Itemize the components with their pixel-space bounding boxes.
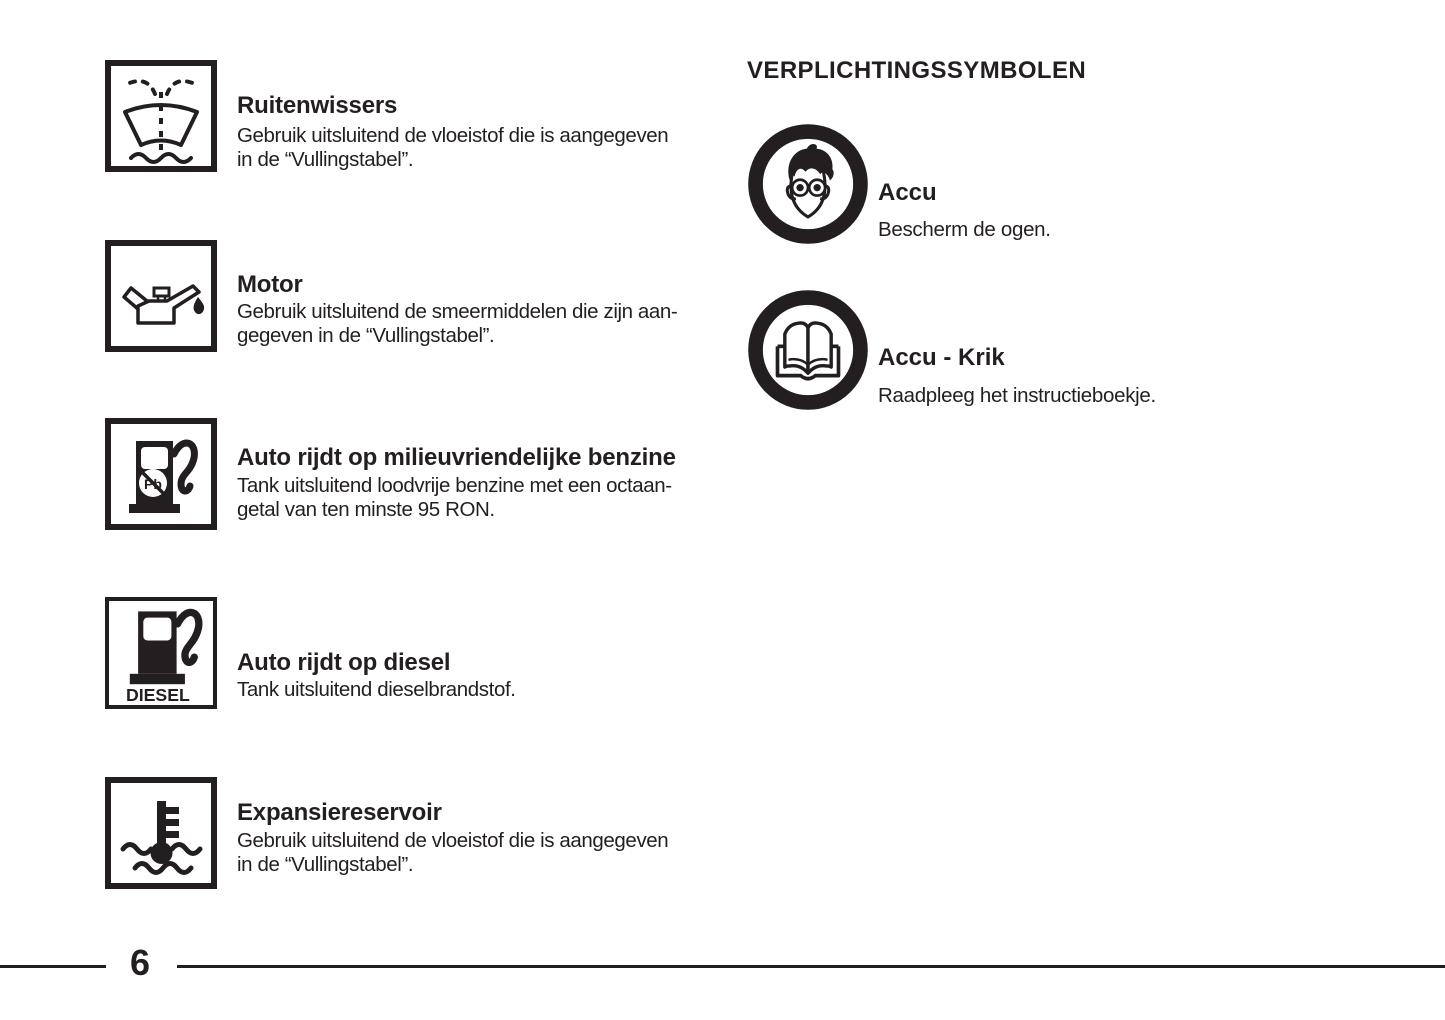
description-line: Gebruik uitsluitend de vloeistof die is aangegeven [237,829,669,852]
symbol-title: Accu [878,179,937,206]
page-number: 6 [129,942,151,983]
symbol-description: Bescherm de ogen. [878,218,1051,241]
engine-oil-can-icon [105,240,217,352]
footer-rule-left [0,965,106,968]
symbol-description [237,124,668,172]
symbol-description: Raadpleeg het instructieboekje. [878,384,1156,407]
symbol-description [237,829,668,877]
windshield-washer-icon [105,60,217,172]
symbol-title: Accu - Krik [878,344,1005,371]
description-line: in de “Vullingstabel”. [237,148,414,171]
symbol-title: Ruitenwissers [237,92,398,119]
symbol-title: Motor [237,271,303,298]
symbol-description [237,300,677,348]
description-line: in de “Vullingstabel”. [237,853,414,876]
description-line: Gebruik uitsluitend de vloeistof die is aangegeven [237,124,669,147]
symbol-title: Expansiereservoir [237,799,442,826]
read-manual-icon [747,289,869,411]
symbol-description [237,474,672,522]
description-line: Gebruik uitsluitend de smeermiddelen die zijn aan- [237,300,678,323]
eye-protection-icon [747,123,869,245]
section-heading: VERPLICHTINGSSYMBOLEN [747,57,1087,84]
description-line: gegeven in de “Vullingstabel”. [237,324,495,347]
description-line: Tank uitsluitend dieselbrandstof. [237,678,516,701]
footer-rule-right [177,965,1445,968]
symbol-title: Auto rijdt op diesel [237,649,451,676]
symbol-description [237,678,516,702]
expansion-tank-icon [105,777,217,889]
symbol-title: Auto rijdt op milieuvriendelijke benzine [237,444,676,471]
diesel-fuel-pump-icon [105,597,217,709]
description-line: Tank uitsluitend loodvrije benzine met een octaan- [237,474,672,497]
pb-glyph: Pb [144,476,162,492]
diesel-label: DIESEL [125,684,190,705]
unleaded-fuel-pump-icon [105,418,217,530]
description-line: getal van ten minste 95 RON. [237,498,495,521]
